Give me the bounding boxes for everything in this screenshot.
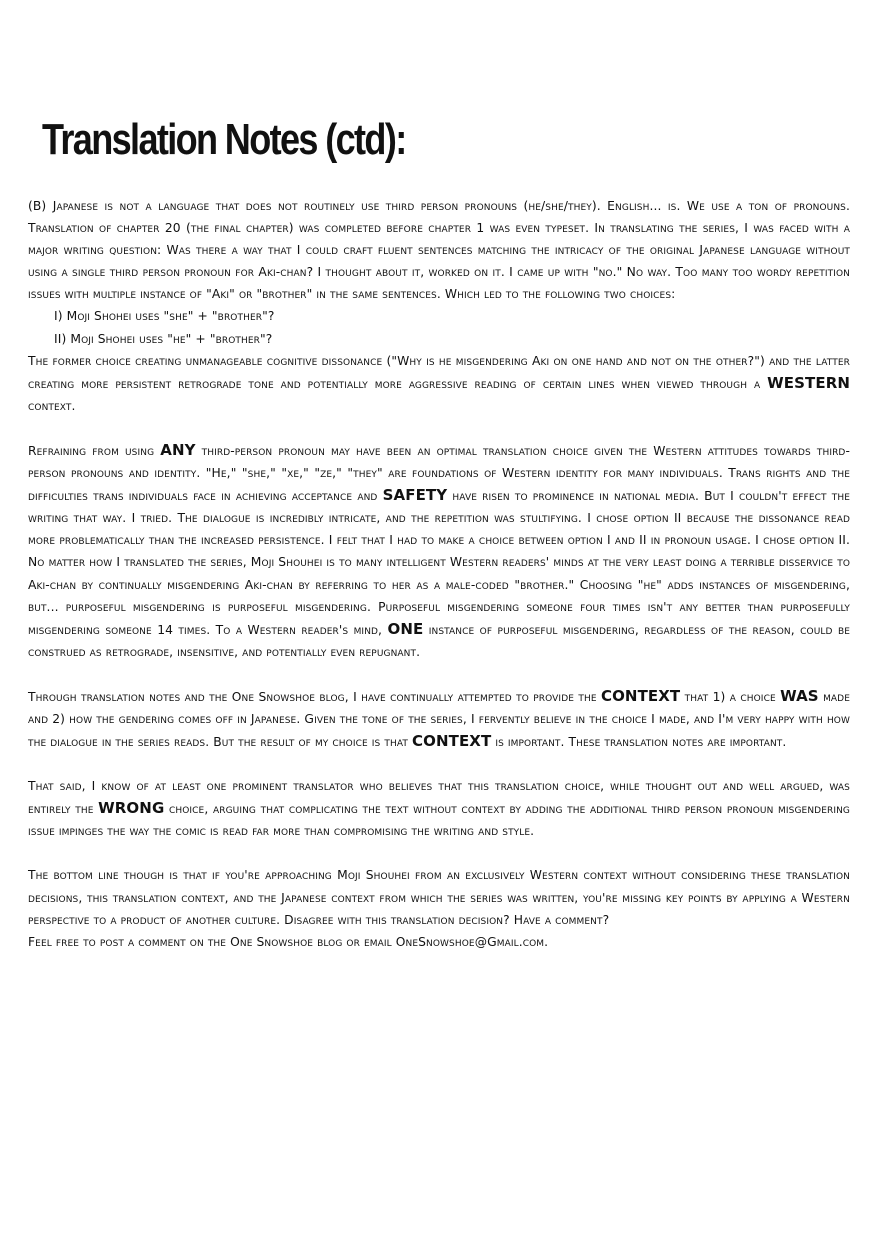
option-two: II) Moji Shohei uses "he" + "brother"? xyxy=(54,331,273,346)
contact-line: Feel free to post a comment on the One Snowshoe blog or email OneSnowshoe@Gmail.com. xyxy=(28,934,549,949)
emphasis-text: WESTERN xyxy=(767,373,851,392)
paragraph-text: have risen to prominence in national media. But I couldn't effect the writing that way. I tried. The dialogue is incredibly intricate, and the repetition was stultifying. I chose option II because the dissonance read more problematically than the increased persistence. I felt that I had to make a choice between option I and II in pronoun usage. I chose option II. No matter how I translated the series, Moji Shouhei is to many intelligent Western readers' minds at the very least doing a terrible disservice to Aki-chan by continually misgendering Aki-chan by referring to her as a male-coded "brother." Choosing "he" adds instances of misgendering, but... purposeful misgendering is purposeful misgendering. Purposeful misgendering someone four times isn't any better than purposefully misgendering someone 14 times. To a Western reader's mind, xyxy=(28,489,851,637)
body-text xyxy=(28,195,850,975)
paragraph-text: instance of purposeful misgendering, regardless of the reason, could be construed as retrograde, insensitive, and potentially even repugnant. xyxy=(28,622,851,659)
paragraph-text: Refraining from using xyxy=(28,443,155,458)
paragraph-text: made and 2) how the gendering comes off in Japanese. Given the tone of the series, I fervently believe in the choice I made, and I'm very happy with how the dialogue in the series reads. But the result of my choice is that xyxy=(28,689,851,750)
paragraph-pronouns xyxy=(28,195,850,417)
emphasis-text: WRONG xyxy=(98,799,165,818)
emphasis-text: ONE xyxy=(387,619,424,638)
paragraph-western-identity xyxy=(28,439,850,663)
emphasis-text: ANY xyxy=(160,440,196,459)
paragraph-text: The bottom line though is that if you're approaching Moji Shouhei from an exclusively Western context without considering these translation decisions, this translation context, and the Japanese context from which the series was written, you're missing key points by applying a Western perspective to a product of another culture. Disagree with this translation decision? Have a comment? xyxy=(28,868,850,927)
option-one: I) Moji Shohei uses "she" + "brother"? xyxy=(54,309,275,324)
emphasis-text: CONTEXT xyxy=(600,686,681,705)
paragraph-text: is important. These translation notes are important. xyxy=(495,735,787,750)
page-title: Translation Notes (ctd): xyxy=(42,115,406,164)
paragraph-text: Through translation notes and the One Snowshoe blog, I have continually attempted to provide the xyxy=(28,689,597,704)
paragraph-text: that 1) a choice xyxy=(684,689,776,704)
paragraph-text: context. xyxy=(28,398,76,413)
emphasis-text: WAS xyxy=(780,686,819,705)
paragraph-other-translator xyxy=(28,775,850,842)
emphasis-text: CONTEXT xyxy=(412,732,492,751)
paragraph-bottom-line xyxy=(28,864,850,952)
paragraph-text: choice, arguing that complicating the text without context by adding the additional third person pronoun misgendering issue impinges the way the comic is read far more than compromising the writing and style. xyxy=(28,802,850,839)
emphasis-text: SAFETY xyxy=(382,486,448,505)
paragraph-text: That said, I know of at least one prominent translator who believes that this translation choice, while thought out and well argued, was entirely the xyxy=(28,779,850,817)
paragraph-context xyxy=(28,685,850,753)
paragraph-text: The former choice creating unmanageable cognitive dissonance ("Why is he misgendering Aki on one hand and not on the other?") and the latter creating more persistent retrograde tone and potentially more aggressive reading of certain lines when viewed through a xyxy=(28,353,850,391)
paragraph-text: third-person pronoun may have been an optimal translation choice given the Western attitudes towards third-person pronouns and identity. "He," "she," "xe," "ze," "they" are foundations of Western identity for many individuals. Trans rights and the difficulties trans individuals face in achieving acceptance and xyxy=(28,443,850,504)
paragraph-text: (B) Japanese is not a language that does not routinely use third person pronouns (he/she/they). English... is. We use a ton of pronouns. Translation of chapter 20 (the final chapter) was completed before chapter 1 was even typeset. In translating the series, I was faced with a major writing question: Was there a way that I could craft fluent sentences matching the intricacy of the original Japanese language without using a single third person pronoun for Aki-chan? I thought about it, worked on it. I came up with "no." No way. Too many too wordy repetition issues with multiple instance of "Aki" or "brother" in the same sentences. Which led to the following two choices: xyxy=(28,199,850,302)
